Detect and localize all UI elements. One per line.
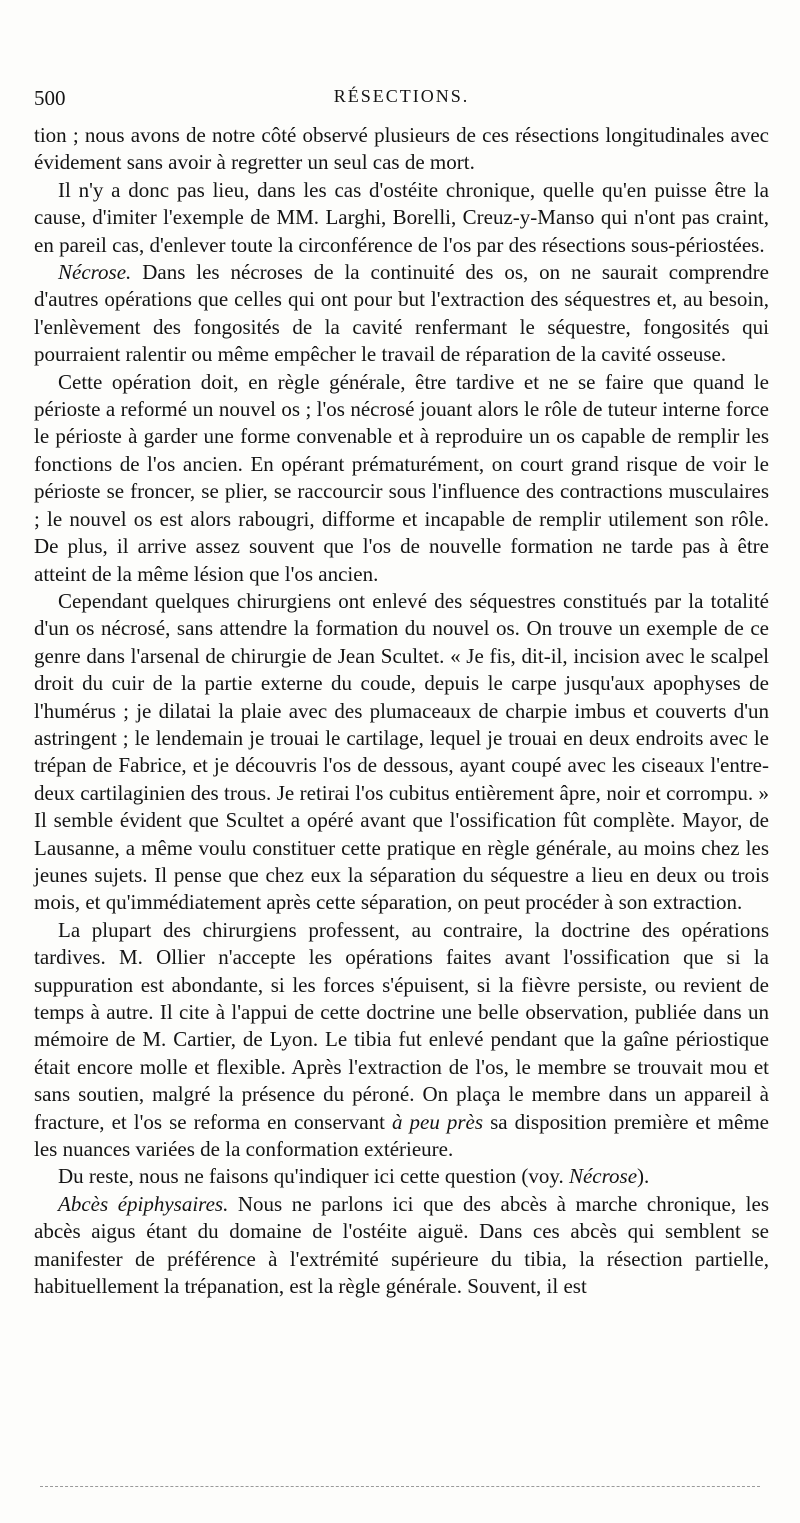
paragraph-ollier: La plupart des chirurgiens professent, au contraire, la doctrine des opérations tardives. M. Ollier n'accepte les opérations faites avant l'ossification que si la suppuration est abondante, si les forces s'épuisent, si la fièvre persiste, ou revient de temps à autre. Il cite à l'appui de cette doctrine une belle observation, publiée dans un mémoire de M. Cartier, de Lyon. Le tibia fut enlevé pendant que la gaîne périostique était encore molle et flexible. Après l'extraction de l'os, le membre se trouvait mou et sans soutien, malgré la présence du péroné. On plaça le membre dans un appareil à fracture, et l'os se reforma en conservant à peu près sa disposition première et même les nuances variées de la conformation extérieure. [34, 917, 769, 1162]
running-title: RÉSECTIONS. [333, 86, 470, 106]
paragraph-necrose: Nécrose. Dans les nécroses de la continuité des os, on ne saurait comprendre d'autres opérations que celles qui ont pour but l'extraction des séquestres et, au besoin, l'enlèvement des fongosités de la cavité renfermant le séquestre, fongosités qui pourraient ralentir ou même empêcher le travail de réparation de la cavité osseuse. [34, 260, 769, 367]
footer-rule [40, 1486, 760, 1487]
page-number: 500 [34, 86, 66, 110]
paragraph-du-reste: Du reste, nous ne faisons qu'indiquer ici cette question (voy. Nécrose). [58, 1164, 650, 1189]
paragraph-osteitis: Il n'y a donc pas lieu, dans les cas d'ostéite chronique, quelle qu'en puisse être la cause, d'imiter l'exemple de MM. Larghi, Borelli, Creuz-y-Manso qui n'ont pas craint, en pareil cas, d'enlever toute la circonférence de l'os par des résections sous-périostées. [34, 177, 769, 257]
paragraph-tardive: Cette opération doit, en règle générale, être tardive et ne se faire que quand le périoste a reformé un nouvel os ; l'os nécrosé jouant alors le rôle de tuteur interne force le périoste à garder une forme convenable et à reproduire un os capable de remplir les fonctions de l'os ancien. En opérant prématurément, on court grand risque de voir le périoste se froncer, se plier, se raccourcir sous l'influence des contractions musculaires ; le nouvel os est alors rabougri, difforme et incapable de remplir utilement son rôle. De plus, il arrive assez souvent que l'os de nouvelle formation ne tarde pas à être atteint de la même lésion que l'os ancien. [34, 369, 769, 586]
body-text [34, 122, 769, 1300]
paragraph-abces: Abcès épiphysaires. Nous ne parlons ici que des abcès à marche chronique, les abcès aigus étant du domaine de l'ostéite aiguë. Dans ces abcès qui semblent se manifester de préférence à l'extrémité supérieure du tibia, la résection partielle, habituellement la trépanation, est la règle générale. Souvent, il est [34, 1191, 770, 1299]
paragraph-scultet: Cependant quelques chirurgiens ont enlevé des séquestres constitués par la totalité d'un os nécrosé, sans attendre la formation du nouvel os. On trouve un exemple de ce genre dans l'arsenal de chirurgie de Jean Scultet. « Je fis, dit-il, incision avec le scalpel droit du cuir de la partie externe du coude, depuis le carpe jusqu'aux apophyses de l'humérus ; je dilatai la plaie avec des plumaceaux de charpie imbus et couverts d'un astringent ; le lendemain je trouai le cartilage, lequel je trouai en deux endroits avec le trépan de Fabrice, et je découvris l'os de dessous, ayant coupé avec les ciseaux l'entre-deux cartilaginien des trous. Je retirai l'os cubitus entièrement âpre, noir et corrompu. » Il semble évident que Scultet a opéré avant que l'ossification fût complète. Mayor, de Lausanne, a même voulu constituer cette pratique en règle générale, au moins chez les jeunes sujets. Il pense que chez eux la séparation du séquestre a lieu en deux ou trois mois, et qu'immédiatement après cette séparation, on peut procéder à son extraction. [34, 588, 769, 915]
section-lead-necrose: Nécrose. [58, 260, 132, 285]
paragraph-continuation: tion ; nous avons de notre côté observé plusieurs de ces résections longitudinales avec évidement sans avoir à regretter un seul cas de mort. [34, 123, 769, 175]
section-lead-abces: Abcès épiphysaires. [58, 1191, 229, 1216]
page-header [34, 86, 769, 116]
